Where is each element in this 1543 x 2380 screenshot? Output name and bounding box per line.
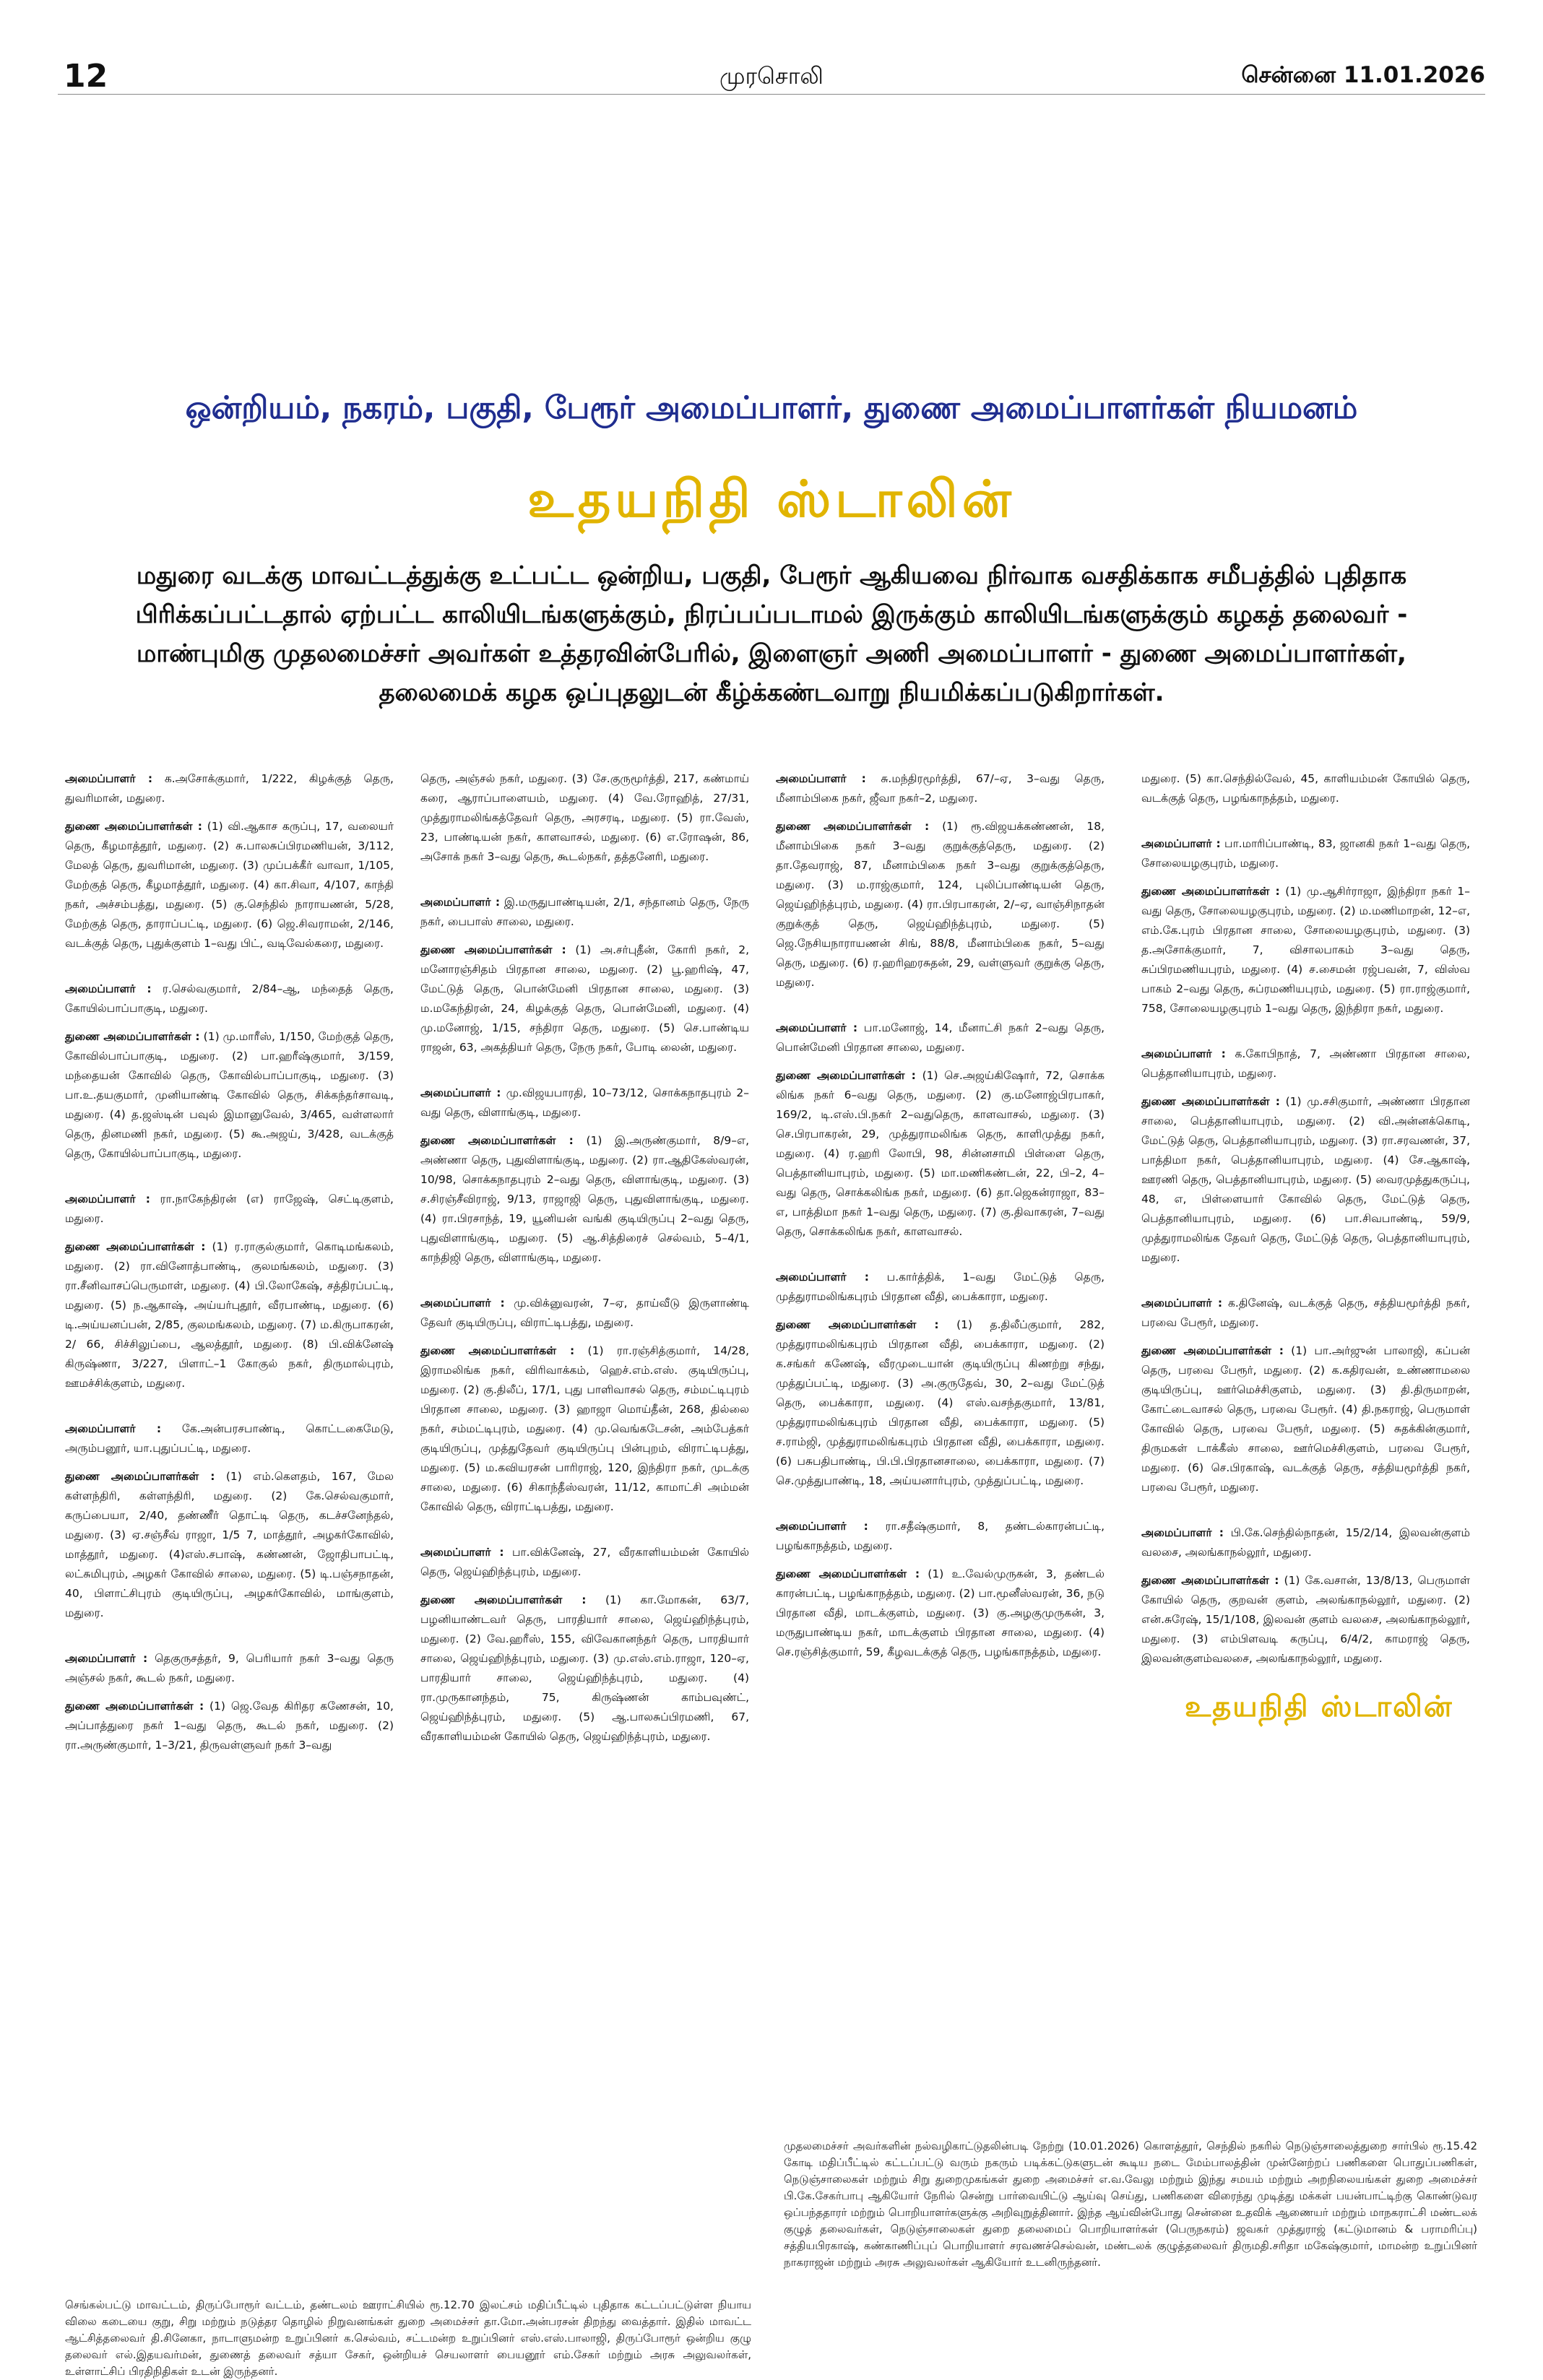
organizer-label: அமைப்பாளர் : xyxy=(420,1086,501,1099)
deputies-text: (1) கா.மோகன், 63/7, பழனியாண்டவர் தெரு, பாரதியார் சாலை, ஜெய்ஹிந்த்புரம், மதுரை. (2) வே.ஹரீஸ், 155, விவேகானந்தர் தெரு, பாரதியார் சாலை, ஜெய்ஹிந்த்புரம், மதுரை. (3) மு.எஸ்.எம்.ராஜா, 120–ஏ, பாரதியார் சாலை, ஜெய்ஹிந்த்புரம், மதுரை. (4) ரா.முருகானந்தம், 75, கிருஷ்ணன் காம்பவுண்ட், ஜெய்ஹிந்த்புரம், மதுரை. (5) ஆ.பாலசுப்பிரமணி, 67, வீரகாளியம்மன் கோயில் தெரு, ஜெய்ஹிந்த்புரம், மதுரை. xyxy=(420,1593,749,1743)
appointment-entry xyxy=(1141,1294,1470,1497)
organizer-label: அமைப்பாளர் : xyxy=(65,1652,148,1665)
organizer-label: அமைப்பாளர் : xyxy=(1141,1047,1226,1060)
organizer-text: இ.மருதுபாண்டியன், 2/1, சந்தானம் தெரு, நேரு நகர், பைபாஸ் சாலை, மதுரை. xyxy=(420,896,750,928)
deputies-text: (1) வி.ஆகாச கருப்பு, 17, வலையர் தெரு, கீழமாத்தூர், மதுரை. (2) சு.பாலசுப்பிரமணியன், 3/112, மேலத் தெரு, துவரிமான், மதுரை. (3) முப்பக்கீர் வாவா, 1/105, மேற்குத் தெரு, கீழமாத்தூர், மதுரை. (4) கா.சிவா, 4/107, காந்தி நகர், அச்சம்பத்து, மதுரை. (5) கு.செந்தில் நாராயணன், 5/28, மேற்குத் தெரு, தாராப்பட்டி, மதுரை. (6) ஜெ.சிவராமன், 2/146, வடக்குத் தெரு, புதுக்குளம் 1–வது பிட், வடிவேல்கரை, மதுரை. xyxy=(65,820,394,950)
organizer-text: பி.கே.செந்தில்நாதன், 15/2/14, இலவன்குளம் வலசை, அலங்காநல்லூர், மதுரை. xyxy=(1141,1526,1470,1559)
organizer-text: பா.மாரிப்பாண்டி, 83, ஜானகி நகர் 1–வது தெரு, சோலையழகுபுரம், மதுரை. xyxy=(1141,837,1470,870)
organizer-label: அமைப்பாளர் : xyxy=(420,1546,504,1559)
appointment-entry xyxy=(420,769,749,867)
page-number: 12 xyxy=(64,58,108,95)
organizer-text: பா.விக்னேஷ், 27, வீரகாளியம்மன் கோயில் தெரு, ஜெய்ஹிந்த்புரம், மதுரை. xyxy=(420,1546,749,1578)
organizer-text: க.தினேஷ், வடக்குத் தெரு, சத்தியமூர்த்தி நகர், பரவை பேரூர், மதுரை. xyxy=(1141,1297,1470,1329)
appointment-entry xyxy=(420,893,749,1057)
deputies-label: துணை அமைப்பாளர்கள் : xyxy=(65,1240,206,1253)
column-4 xyxy=(1141,769,1470,1695)
intro-paragraph: மதுரை வடக்கு மாவட்டத்துக்கு உட்பட்ட ஒன்றிய, பகுதி, பேரூர் ஆகியவை நிர்வாக வசதிக்காக சமீபத்தில் புதிதாக பிரிக்கப்பட்டதால் ஏற்பட்ட காலியிடங்களுக்கும், நிரப்பப்படாமல் இருக்கும் காலியிடங்களுக்கும் கழகத் தலைவர் - மாண்புமிகு முதலமைச்சர் அவர்கள் உத்தரவின்பேரில், இளைஞர் அணி அமைப்பாளர் - துணை அமைப்பாளர்கள், தலைமைக் கழக ஒப்புதலுடன் கீழ்க்கண்டவாறு நியமிக்கப்படுகிறார்கள். xyxy=(135,561,1408,707)
appointment-entry xyxy=(776,1268,1105,1491)
organizer-label: அமைப்பாளர் : xyxy=(1141,1526,1224,1539)
deputies-text: (1) ர.ராகுல்குமார், கொடிமங்கலம், மதுரை. (2) ரா.வினோத்பாண்டி, குலமங்கலம், மதுரை. (3) ரா.சீனிவாசப்பெருமாள், மதுரை. (4) பி.லோகேஷ், சத்திரப்பட்டி, மதுரை. (5) ந.ஆகாஷ், அய்யர்புதூர், வீரபாண்டி, மதுரை. (6) டி.அய்யனப்பன், 2/85, குலமங்கலம், மதுரை. (7) ம.கிருபாகரன், 2/ 66, சிச்சிலுப்பை, ஆலத்தூர், மதுரை. (8) பி.விக்னேஷ் கிருஷ்ணா, 3/227, பிளாட்–1 கோகுல் நகர், திருமால்புரம், ஊமச்சிக்குளம், மதுரை. xyxy=(65,1240,394,1390)
caption-left: செங்கல்பட்டு மாவட்டம், திருப்போரூர் வட்டம், தண்டலம் ஊராட்சியில் ரூ.12.70 இலட்சம் மதிப்பீட்டில் புதிதாக கட்டப்பட்டுள்ள நியாய விலை கடையை குறு, சிறு மற்றும் நடுத்தர தொழில் நிறுவனங்கள் துறை அமைச்சர் தா.மோ.அன்பரசன் திறந்து வைத்தார். இதில் மாவட்ட ஆட்சித்தலைவர் தி.சினேகா, நாடாளுமன்ற உறுப்பினர் க.செல்வம், சட்டமன்ற உறுப்பினர் எஸ்.எஸ்.பாலாஜி, திருப்போரூர் ஒன்றிய குழு தலைவர் எல்.இதயவர்மன், துணைத் தலைவர் சத்யா சேகர், ஒன்றியச் செயலாளர் பையனூர் எம்.சேகர் மற்றும் அரசு அலுவலர்கள், உள்ளாட்சிப் பிரதிநிதிகள் உடன் இருந்தனர். xyxy=(65,2298,752,2378)
deputies-text: (1) செ.அஜய்கிஷோர், 72, சொக்க லிங்க நகர் 6–வது தெரு, மதுரை. (2) கு.மனோஜ்பிரபாகர், 169/2, டி.எஸ்.பி.நகர் 2–வதுதெரு, காளவாசல், மதுரை. (3) செ.பிரபாகரன், 29, முத்துராமலிங்க தெரு, காளிமுத்து நகர், மதுரை. (4) ர.ஹரி லோபி, 98, சின்னசாமி பிள்ளை தெரு, பெத்தானியாபுரம், மதுரை. (5) மா.மணிகண்டன், 22, பி–2, 4–வது தெரு, சொக்கலிங்க நகர், மதுரை. (6) தா.ஜெகன்ராஜா, 83–எ, பாத்திமா நகர் 1–வது தெரு, மதுரை. (7) கு.திவாகரன், 7–வது தெரு, சொக்கலிங்க நகர், காளவாசல். xyxy=(776,1069,1105,1238)
organizer-label: அமைப்பாளர் : xyxy=(420,896,501,909)
deputies-label: துணை அமைப்பாளர்கள் : xyxy=(1141,1574,1279,1587)
organizer-text: பா.மனோஜ், 14, மீனாட்சி நகர் 2–வது தெரு, பொன்மேனி பிரதான சாலை, மதுரை. xyxy=(776,1021,1105,1054)
newspaper-name: முரசொலி xyxy=(719,62,824,90)
deputies-text: (1) த.திலீப்குமார், 282, முத்துராமலிங்கபுரம் பிரதான வீதி, பைக்காரா, மதுரை. (2) க.சங்கர் கணேஷ், வீரமுடையான் குடியிருப்பு கிணற்று சந்து, முத்துப்பட்டி, மதுரை. (3) அ.குருதேவ், 30, 2–வது மேட்டுத் தெரு, பைக்காரா, மதுரை. (4) எஸ்.வசந்தகுமார், 13/81, முத்துராமலிங்கபுரம் பிரதான வீதி, பைக்காரா, மதுரை. (5) ச.ராம்ஜி, முத்துராமலிங்கபுரம் பிரதான வீதி, பைக்காரா, மதுரை. (6) பசுபதிபாண்டி, பி.பி.பிரதானசாலை, பைக்காரா, மதுரை. (7) செ.முத்துபாண்டி, 18, அய்யனார்புரம், முத்துப்பட்டி, மதுரை. xyxy=(776,1318,1105,1487)
deputies-text: (1) மு.மாரீஸ், 1/150, மேற்குத் தெரு, கோவில்பாப்பாகுடி, மதுரை. (2) பா.ஹரீஷ்குமார், 3/159, மந்தையன் கோவில் தெரு, கோவில்பாப்பாகுடி, மதுரை. (3) பா.உ.தயகுமார், முனியாண்டி கோவில் தெரு, சிக்கந்தர்சாவடி, மதுரை. (4) த.ஜஸ்டின் பவுல் இமானுவேல், 3/465, வள்ளலார் தெரு, தினமணி நகர், மதுரை. (5) கூ.அஜய், 3/428, வடக்குத் தெரு, கோயில்பாப்பாகுடி, மதுரை. xyxy=(65,1030,394,1160)
appointment-entry xyxy=(420,1543,749,1747)
appointment-entry xyxy=(776,1517,1105,1662)
organizer-label: அமைப்பாளர் : xyxy=(65,772,153,785)
appointment-entry xyxy=(65,1649,394,1755)
appointment-entry xyxy=(65,1190,394,1393)
appointment-entry xyxy=(65,1419,394,1623)
deputies-label: துணை அமைப்பாளர்கள் : xyxy=(65,820,202,833)
appointment-entry xyxy=(1141,1523,1470,1669)
organizer-text: ரா.நாகேந்திரன் (எ) ராஜேஷ், செட்டிகுளம், மதுரை. xyxy=(65,1193,394,1225)
signature: உதயநிதி ஸ்டாலின் xyxy=(1185,1690,1453,1723)
organizer-text: சு.மந்திரமூர்த்தி, 67/–ஏ, 3–வது தெரு, மீனாம்பிகை நகர், ஜீவா நகர்–2, மதுரை. xyxy=(776,772,1105,805)
organizer-label: அமைப்பாளர் : xyxy=(776,1520,868,1533)
deputies-text: (1) ரூ.விஜயக்கண்ணன், 18, மீனாம்பிகை நகர் 3–வது குறுக்குத்தெரு, மதுரை. (2) தா.தேவராஜ், 87, மீனாம்பிகை நகர் 3–வது குறுக்குத்தெரு, மதுரை. (3) ம.ராஜ்குமார், 124, புலிப்பாண்டியன் தெரு, ஜெய்ஹிந்த்புரம், மதுரை. (4) ரா.பிரபாகரன், 2/–ஏ, வாஞ்சிநாதன் குறுக்குத் தெரு, ஜெய்ஹிந்த்புரம், மதுரை. (5) ஜெ.நேசியநாராயணன் சிங், 88/8, மீனாம்பிகை நகர், 5–வது தெரு, மதுரை. (6) ர.ஹரிஹரசுதன், 29, வள்ளுவர் குறுக்கு தெரு, மதுரை. xyxy=(776,820,1105,989)
deputies-label: துணை அமைப்பாளர்கள் : xyxy=(420,1344,575,1357)
organizer-text: க.அசோக்குமார், 1/222, கிழக்குத் தெரு, துவரிமான், மதுரை. xyxy=(65,772,394,805)
appointment-entry xyxy=(420,1294,749,1517)
deputies-text: (1) அ.சர்புதீன், கோரி நகர், 2, மனோரஞ்சிதம் பிரதான சாலை, மதுரை. (2) பூ.ஹரிஷ், 47, மேட்டுத் தெரு, பொன்மேனி பிரதான சாலை, மதுரை. (3) ம.மகேந்திரன், 24, கிழக்குத் தெரு, பொன்மேனி, மதுரை. (4) மு.மனோஜ், 1/15, சந்திரா தெரு, மதுரை. (5) செ.பாண்டிய ராஜன், 63, அகத்தியர் தெரு, நேரு நகர், போடி லைன், மதுரை. xyxy=(420,943,750,1054)
deputies-text: (1) மு.ஆசிர்ராஜா, இந்திரா நகர் 1–வது தெரு, சோலையழகுபுரம், மதுரை. (2) ம.மணிமாறன், 12–எ, எம்.கே.புரம் பிரதான சாலை, சோலையழகுபுரம், மதுரை. (3) த.அசோக்குமார், 7, விசாலபாகம் 3–வது தெரு, சுப்பிரமணியபுரம், மதுரை. (4) ச.சைமன் ரஜ்பவன், 7, விஸ்வ பாகம் 2–வது தெரு, சுப்ரமணியபுரம், மதுரை. (5) ரா.ராஜ்குமார், 758, சோலையழகுபுரம் 1–வது தெரு, இந்திரா நகர், மதுரை. xyxy=(1141,885,1471,1015)
deputies-text: மதுரை. (5) கா.செந்தில்வேல், 45, காளியம்மன் கோயில் தெரு, வடக்குத் தெரு, பழங்காநத்தம், மதுரை. xyxy=(1141,772,1470,805)
deputies-text: (1) உ.வேல்முருகன், 3, தண்டல் காரன்பட்டி, பழங்காநத்தம், மதுரை. (2) பா.மூனீஸ்வரன், 36, நடு பிரதான வீதி, மாடக்குளம், மதுரை. (3) கு.அழகுமுருகன், 3, மருதுபாண்டிய நகர், மாடக்குளம் பிரதான சாலை, மதுரை. (4) செ.ரஞ்சித்குமார், 59, கீழவடக்குத் தெரு, பழங்காநத்தம், மதுரை. xyxy=(776,1567,1105,1658)
deputies-text: தெரு, அஞ்சல் நகர், மதுரை. (3) சே.குருமூர்த்தி, 217, கண்மாய் கரை, ஆராப்பாளையம், மதுரை. (4) வே.ரோஹித், 27/31, முத்துராமலிங்கத்தேவர் தெரு, அரசரடி, மதுரை. (5) ரா.வேஸ், 23, பாண்டியன் நகர், காளவாசல், மதுரை. (6) எ.ரோஷன், 86, அசோக் நகர் 3–வது தெரு, கூடல்நகர், தத்தனேரி, மதுரை. xyxy=(420,772,749,863)
photo-left xyxy=(61,1762,769,2145)
deputies-label: துணை அமைப்பாளர்கள் : xyxy=(65,1700,204,1713)
column-2 xyxy=(420,769,749,1773)
appointment-entry xyxy=(1141,769,1470,808)
deputies-label: துணை அமைப்பாளர்கள் : xyxy=(65,1470,215,1483)
organizer-text: ப.கார்த்திக், 1–வது மேட்டுத் தெரு, முத்துராமலிங்கபுரம் பிரதான வீதி, பைக்காரா, மதுரை. xyxy=(776,1271,1105,1303)
organizer-label: அமைப்பாளர் : xyxy=(420,1297,505,1310)
organizer-text: க.கோபிநாத், 7, அண்ணா பிரதான சாலை, பெத்தானியாபுரம், மதுரை. xyxy=(1141,1047,1470,1080)
deputies-label: துணை அமைப்பாளர்கள் : xyxy=(776,1567,920,1580)
deputies-label: துணை அமைப்பாளர்கள் : xyxy=(776,1318,939,1331)
organizer-text: மு.விக்னுவரன், 7–ஏ, தாய்வீடு இருளாண்டி தேவர் குடியிருப்பு, விராட்டிபத்து, மதுரை. xyxy=(420,1297,750,1329)
appointment-entry xyxy=(776,1018,1105,1242)
appointment-entry xyxy=(1141,834,1470,1018)
organizer-label: அமைப்பாளர் : xyxy=(1141,1297,1223,1310)
appointment-entry xyxy=(1141,1044,1470,1268)
organizer-label: அமைப்பாளர் : xyxy=(776,1271,869,1284)
column-1 xyxy=(65,769,394,1781)
organizer-label: அமைப்பாளர் : xyxy=(776,1021,858,1034)
deputies-text: (1) ஜெ.வேத கிரிதர கணேசன், 10, அப்பாத்துரை நகர் 1–வது தெரு, கூடல் நகர், மதுரை. (2) ரா.அருண்குமார், 1–3/21, திருவள்ளுவர் நகர் 3–வது xyxy=(65,1700,394,1752)
appointment-entry xyxy=(776,769,1105,992)
organizer-label: அமைப்பாளர் : xyxy=(65,1422,162,1435)
organizer-text: மு.விஜயபாரதி, 10–73/12, சொக்கநாதபுரம் 2–வது தெரு, விளாங்குடி, மதுரை. xyxy=(420,1086,749,1119)
deputies-label: துணை அமைப்பாளர்கள் : xyxy=(776,1069,916,1082)
deputies-label: துணை அமைப்பாளர்கள் : xyxy=(1141,1095,1280,1108)
organizer-text: ரா.சதீஷ்குமார், 8, தண்டல்காரன்பட்டி, பழங்காநத்தம், மதுரை. xyxy=(776,1520,1105,1552)
page-header xyxy=(58,51,1485,95)
deputies-text: (1) பா.அர்ஜுன் பாலாஜி, கப்பன் தெரு, பரவை பேரூர், மதுரை. (2) க.கதிரவன், உண்ணாமலை குடியிருப்பு, ஊர்மெச்சிகுளம், மதுரை. (3) தி.திருமாறன், கோட்டைவாசல் தெரு, பரவை பேரூர். (4) தி.நகராஜ், பெருமாள் கோவில் தெரு, பரவை பேரூர், மதுரை. (5) சுதக்கின்குமார், திருமகள் டாக்கீஸ் சாலை, ஊர்மெச்சிகுளம், பரவை பேரூர், மதுரை. (6) செ.பிரகாஷ், வடக்குத் தெரு, சத்தியமூர்த்தி நகர், பரவை பேரூர், மதுரை. xyxy=(1141,1344,1470,1494)
organizer-label: அமைப்பாளர் : xyxy=(776,772,866,785)
organizer-text: கே.அன்பரசபாண்டி, கொட்டகைமேடு, அரும்பனூர், யா.புதுப்பட்டி, மதுரை. xyxy=(65,1422,394,1455)
deputies-text: (1) கே.வசான், 13/8/13, பெருமாள் கோயில் தெரு, குறவன் குளம், அலங்காநல்லூர், மதுரை. (2) என்.சுரேஷ், 15/1/108, இலவன் குளம் வலசை, அலங்காநல்லூர், மதுரை. (3) எம்பிளவடி கருப்பு, 6/4/2, காமராஜ் தெரு, இலவன்குளம்வலசை, அலங்காநல்லூர், மதுரை. xyxy=(1141,1574,1470,1665)
photo-right xyxy=(784,1762,1484,2131)
appointment-entry xyxy=(65,979,394,1164)
appointment-entry xyxy=(65,769,394,953)
deputies-text: (1) எம்.கௌதம், 167, மேல கள்ளந்திரி, கள்ளந்திரி, மதுரை. (2) கே.செல்வகுமார், கருப்பையா, 2/40, தண்ணீர் தொட்டி தெரு, கடச்சனேந்தல், மதுரை. (3) ஏ.சஞ்சீவ் ராஜா, 1/5 7, மாத்தூர், அழகர்கோவில், மாத்தூர், மதுரை. (4)எஸ்.சபாஷ், கண்ணன், ஜோதிபாபட்டி, லட்சுமிபுரம், அழகர் கோவில் சாலை, மதுரை. (5) டி.பஞ்சநாதன், 40, பிளாட்சிபுரம் குடியிருப்பு, அழகர்கோவில், மாங்குளம், மதுரை. xyxy=(65,1470,394,1619)
deputies-label: துணை அமைப்பாளர்கள் : xyxy=(420,1593,587,1606)
organizer-label: அமைப்பாளர் : xyxy=(65,1193,150,1206)
deputies-text: (1) இ.அருண்குமார், 8/9–எ, அண்ணா தெரு, புதுவிளாங்குடி, மதுரை. (2) ரா.ஆதிகேஸ்வரன், 10/98, சொக்கநாதபுரம் 2–வது தெரு, விளாங்குடி, மதுரை. (3) ச.சிரஞ்சீவிராஜ், 9/13, ராஜாஜி தெரு, புதுவிளாங்குடி, மதுரை. (4) ரா.பிரசாந்த், 19, யூனியன் வங்கி குடியிருப்பு 2–வது தெரு, புதுவிளாங்குடி, மதுரை. (5) ஆ.சித்திரைச் செல்வம், 5–4/1, காந்திஜி தெரு, விளாங்குடி, மதுரை. xyxy=(420,1134,749,1264)
deputies-label: துணை அமைப்பாளர்கள் : xyxy=(65,1030,200,1043)
organizer-text: தெகுருசத்தர், 9, பெரியார் நகர் 3–வது தெரு அஞ்சல் நகர், கூடல் நகர், மதுரை. xyxy=(65,1652,394,1684)
deputies-label: துணை அமைப்பாளர்கள் : xyxy=(776,820,930,833)
column-3 xyxy=(776,769,1105,1688)
deputies-label: துணை அமைப்பாளர்கள் : xyxy=(1141,1344,1284,1357)
deputies-text: (1) ரா.ரஞ்சித்குமார், 14/28, இராமலிங்க நகர், விரிவாக்கம், ஹெச்.எம்.எஸ். குடியிருப்பு, மதுரை. (2) கு.திலீப், 17/1, புது பாளிவாசல் தெரு, சம்மட்டிபுரம் பிரதான சாலை, மதுரை. (3) ஹாஜா மொய்தீன், 268, தில்லை நகர், சம்மட்டிபுரம், மதுரை. (4) மு.வெங்கடேசன், அம்பேத்கர் குடியிருப்பு, முத்துதேவர் குடியிருப்பு பின்புறம், விராட்டிபத்து, மதுரை. (5) ம.கவியரசன் பாரிராஜ், 120, இந்திரா நகர், முடக்கு சாலை, மதுரை. (6) சிகாந்தீஸ்வரன், 11/12, காமாட்சி அம்மன் கோவில் தெரு, விராட்டிபத்து, மதுரை. xyxy=(420,1344,749,1513)
deputies-label: துணை அமைப்பாளர்கள் : xyxy=(1141,885,1280,898)
deputies-label: துணை அமைப்பாளர்கள் : xyxy=(420,1134,574,1147)
dateline: சென்னை 11.01.2026 xyxy=(1241,62,1485,88)
organizer-label: அமைப்பாளர் : xyxy=(65,982,152,995)
byline: உதயநிதி ஸ்டாலின் xyxy=(527,469,1016,529)
deputies-label: துணை அமைப்பாளர்கள் : xyxy=(420,943,566,956)
caption-right: முதலமைச்சர் அவர்களின் நல்வழிகாட்டுதலின்படி நேற்று (10.01.2026) கொளத்தூர், செந்தில் நகரில் நெடுஞ்சாலைத்துறை சார்பில் ரூ.15.42 கோடி மதிப்பீட்டில் கட்டப்பட்டு வரும் நகரும் படிக்கட்டுகளுடன் கூடிய நடை மேம்பாலத்தின் முன்னேற்றப் பணிகளை பொதுப்பணிகள், நெடுஞ்சாலைகள் மற்றும் சிறு துறைமுகங்கள் துறை அமைச்சர் எ.வ.வேலு மற்றும் இந்து சமயம் மற்றும் அறநிலையங்கள் துறை அமைச்சர் பி.கே.சேகர்பாபு ஆகியோர் நேரில் சென்று பார்வையிட்டு ஆய்வு செய்து, பணிகளை விரைந்து முடித்து மக்கள் பயன்பாட்டிற்கு கொண்டுவர ஒப்பந்ததாரர் மற்றும் பொறியாளர்களுக்கு அறிவுறுத்தினார். இந்த ஆய்வின்போது சென்னை உதவிக் ஆணையர் மற்றும் மாநகராட்சி மண்டலக் குழுத் தலைவர்கள், நெடுஞ்சாலைகள் துறை தலைமைப் பொறியாளர்கள் (பெருநகரம்) ஜவகர் முத்துராஜ் (கட்டுமானம் & பராமரிப்பு) சத்தியபிரகாஷ், கண்காணிப்புப் பொறியாளர் சரவணச்செல்வன், மண்டலக் குழுத்தலைவர் திருமதி.சரிதா மகேஷ்குமார், மாமன்ற உறுப்பினர் நாகராஜன் மற்றும் அரசு அலுவலர்கள் ஆகியோர் உடனிருந்தனர். xyxy=(784,2139,1477,2269)
headline: ஒன்றியம், நகரம், பகுதி, பேரூர் அமைப்பாளர், துணை அமைப்பாளர்கள் நியமனம் xyxy=(185,390,1358,426)
appointment-entry xyxy=(420,1083,749,1268)
organizer-label: அமைப்பாளர் : xyxy=(1141,837,1221,850)
deputies-text: (1) மு.சசிகுமார், அண்ணா பிரதான சாலை, பெத்தானியாபுரம், மதுரை. (2) வி.அன்னக்கொடி, மேட்டுத் தெரு, பெத்தானியாபுரம், மதுரை. (3) ரா.சரவணன், 37, பாத்திமா நகர், பெத்தானியாபுரம், மதுரை. (4) சே.ஆகாஷ், ஊரணி தெரு, பெத்தானியாபுரம், மதுரை. (5) வைரமுத்துகருப்பு, 48, எ, பிள்ளையார் கோவில் தெரு, மேட்டுத் தெரு, பெத்தானியாபுரம், மதுரை. (6) பா.சிவபாண்டி, 59/9, முத்துராமலிங்க தேவர் தெரு, மேட்டுத் தெரு, பெத்தானியாபுரம், மதுரை. xyxy=(1141,1095,1470,1264)
organizer-text: ர.செல்வகுமார், 2/84–ஆ, மந்தைத் தெரு, கோயில்பாப்பாகுடி, மதுரை. xyxy=(65,982,394,1015)
